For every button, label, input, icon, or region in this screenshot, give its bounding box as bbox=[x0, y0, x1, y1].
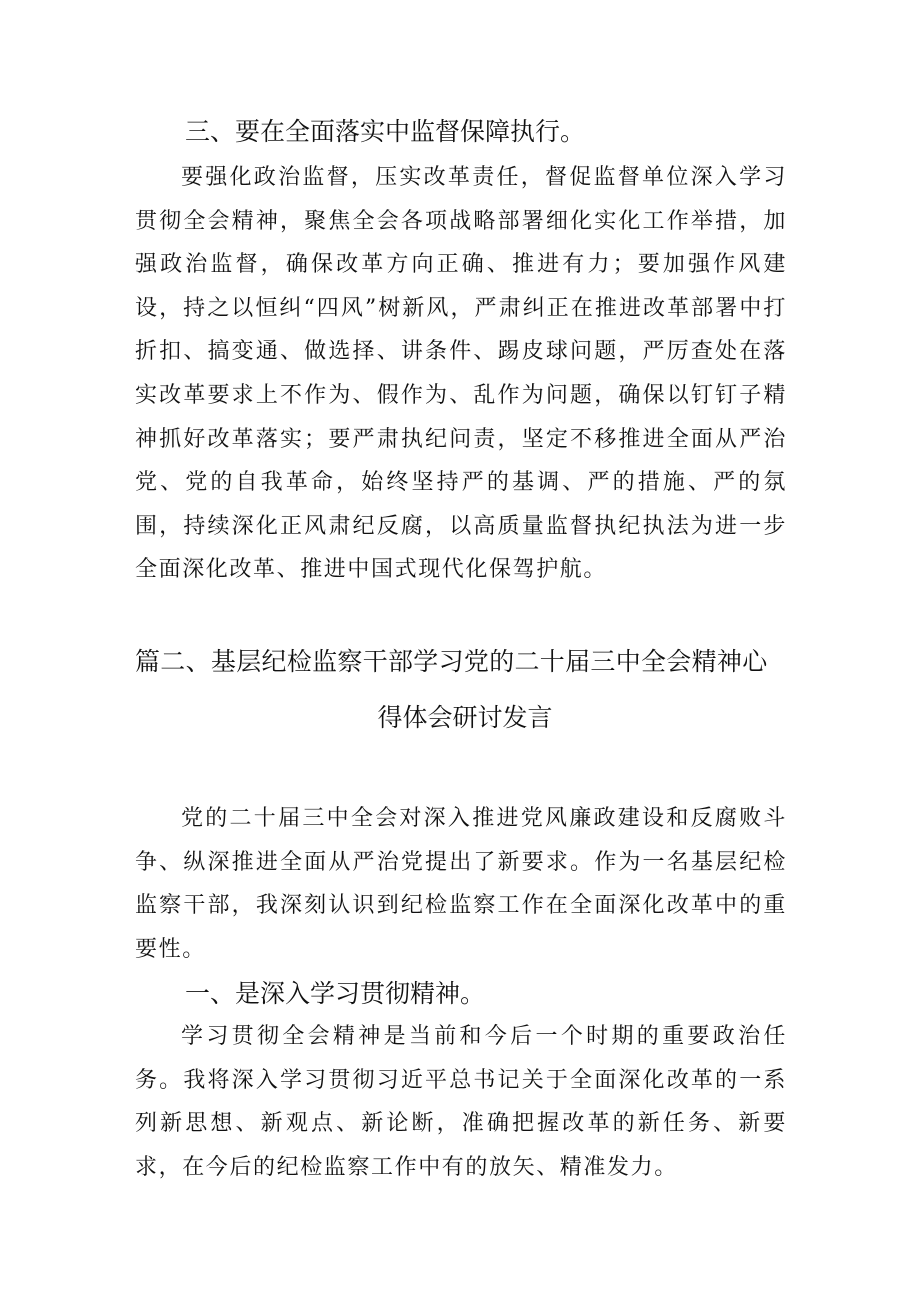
section-heading-3: 三、要在全面落实中监督保障执行。 bbox=[185, 117, 586, 146]
section-1-paragraph: 学习贯彻全会精神是当前和今后一个时期的重要政治任务。我将深入学习贯彻习近平总书记关于全面深化改革的一系列新思想、新观点、新论断，准确把握改革的新任务、新要求，在今后的纪检监察工作中有的放矢、精准发力。 bbox=[135, 1024, 787, 1180]
section-heading-1: 一、是深入学习贯彻精神。 bbox=[185, 979, 486, 1008]
chapter-title bbox=[135, 634, 795, 746]
chapter-title-line-1: 篇二、基层纪检监察干部学习党的二十届三中全会精神心 bbox=[135, 647, 768, 676]
chapter-title-line-2: 得体会研讨发言 bbox=[377, 703, 553, 732]
intro-paragraph: 党的二十届三中全会对深入推进党风廉政建设和反腐败斗争、纵深推进全面从严治党提出了新要求。作为一名基层纪检监察干部，我深刻认识到纪检监察工作在全面深化改革中的重要性。 bbox=[135, 806, 787, 962]
section-3-paragraph: 要强化政治监督，压实改革责任，督促监督单位深入学习贯彻全会精神，聚焦全会各项战略部署细化实化工作举措，加强政治监督，确保改革方向正确、推进有力；要加强作风建设，持之以恒纠“四风”树新风，严肃纠正在推进改革部署中打折扣、搞变通、做选择、讲条件、踢皮球问题，严厉查处在落实改革要求上不作为、假作为、乱作为问题，确保以钉钉子精神抓好改革落实；要严肃执纪问责，坚定不移推进全面从严治党、党的自我革命，始终坚持严的基调、严的措施、严的氛围，持续深化正风肃纪反腐，以高质量监督执纪执法为进一步全面深化改革、推进中国式现代化保驾护航。 bbox=[135, 165, 787, 583]
